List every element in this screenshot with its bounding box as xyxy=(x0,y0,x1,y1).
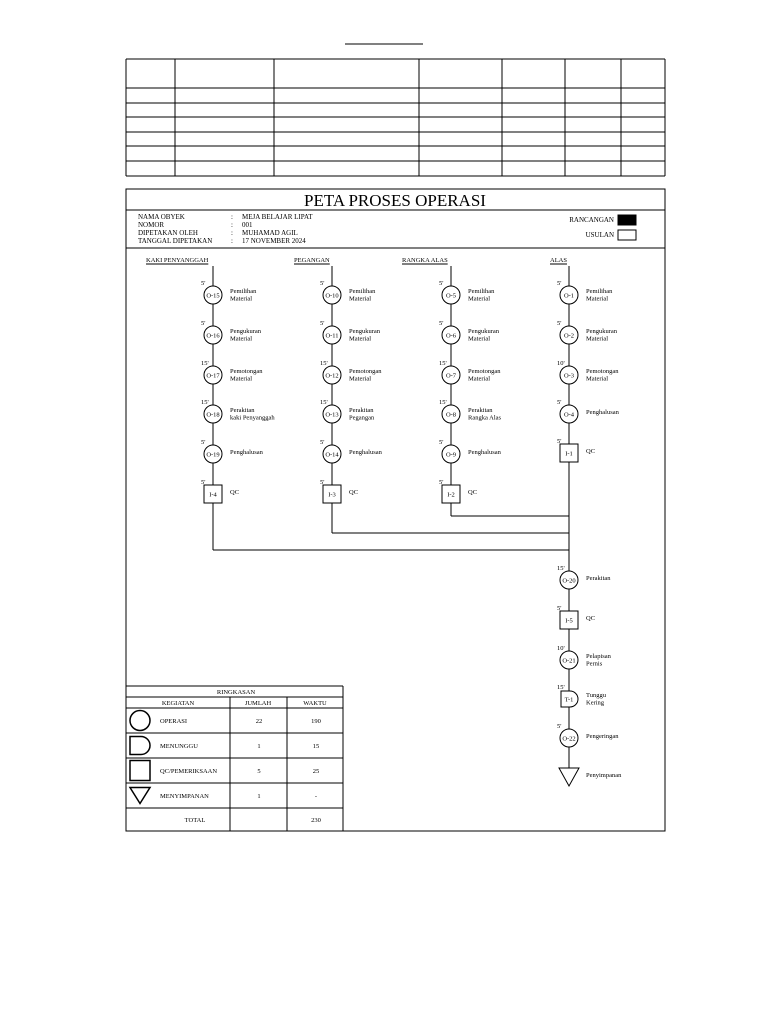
symbol-code: O-13 xyxy=(325,411,339,419)
symbol-code: O-16 xyxy=(206,332,220,340)
step-description: Pemilihan xyxy=(230,288,257,295)
step-description: QC xyxy=(468,489,478,496)
step-description: Pengeringan xyxy=(586,733,619,740)
step-time: 5' xyxy=(201,479,206,486)
summary-activity-label: OPERASI xyxy=(160,718,188,725)
column-heading: RANGKA ALAS xyxy=(402,257,448,264)
step-description: QC xyxy=(586,615,596,622)
step-description: Kering xyxy=(586,699,605,707)
info-separator: : xyxy=(231,221,233,229)
step-description: Perakitan xyxy=(468,407,493,414)
step-description: QC xyxy=(230,489,240,496)
symbol-code: O-4 xyxy=(563,411,575,419)
legend-label: RANCANGAN xyxy=(569,216,614,224)
step-time: 10' xyxy=(557,360,565,367)
info-separator: : xyxy=(231,237,233,245)
step-time: 5' xyxy=(557,320,562,327)
summary-total-time: 230 xyxy=(311,817,321,824)
info-label: TANGGAL DIPETAKAN xyxy=(138,237,213,245)
symbol-code: O-19 xyxy=(206,451,220,459)
column-heading: ALAS xyxy=(550,257,567,264)
symbol-code: O-9 xyxy=(445,451,457,459)
step-description: Pernis xyxy=(586,660,603,668)
symbol-code: I-3 xyxy=(328,491,336,499)
info-value: MUHAMAD AGIL xyxy=(242,229,298,237)
summary-count: 22 xyxy=(255,718,263,725)
step-description: Pemotongan xyxy=(468,368,501,375)
symbol-code: O-21 xyxy=(562,657,576,665)
symbol-code: O-17 xyxy=(206,372,220,380)
step-description: Perakitan xyxy=(349,407,374,414)
summary-header: JUMLAH xyxy=(244,700,272,707)
summary-header: KEGIATAN xyxy=(161,700,195,707)
step-description: Material xyxy=(468,295,491,303)
step-time: 5' xyxy=(320,479,325,486)
step-description: Material xyxy=(586,335,609,343)
step-description: Perakitan xyxy=(230,407,255,414)
step-time: 5' xyxy=(439,439,444,446)
step-description: kaki Penyanggah xyxy=(230,414,275,422)
symbol-code: I-2 xyxy=(447,491,455,499)
symbol-code: O-2 xyxy=(563,332,575,340)
summary-activity-label: MENYIMPANAN xyxy=(160,793,209,800)
step-description: Material xyxy=(586,375,609,383)
symbol-code: O-3 xyxy=(563,372,575,380)
step-time: 5' xyxy=(320,320,325,327)
step-time: 15' xyxy=(201,399,209,406)
summary-storage-icon xyxy=(130,788,150,804)
summary-time: 25 xyxy=(312,768,320,775)
column-heading: PEGANGAN xyxy=(294,257,330,264)
info-value: 17 NOVEMBER 2024 xyxy=(242,237,306,245)
summary-delay-icon xyxy=(130,737,150,755)
step-description: Material xyxy=(349,335,372,343)
symbol-code: O-8 xyxy=(445,411,457,419)
step-description: Pengukuran xyxy=(349,328,381,335)
chart-title: PETA PROSES OPERASI xyxy=(304,191,486,210)
step-description: Tunggu xyxy=(586,692,606,699)
step-description: Penghalusan xyxy=(586,409,619,416)
step-description: Material xyxy=(468,335,491,343)
storage-symbol xyxy=(559,768,579,786)
symbol-code: O-5 xyxy=(445,292,457,300)
symbol-code: O-7 xyxy=(445,372,457,380)
symbol-code: O-22 xyxy=(562,735,576,743)
symbol-code: O-6 xyxy=(445,332,457,340)
symbol-code: O-14 xyxy=(325,451,339,459)
step-time: 5' xyxy=(439,479,444,486)
legend-label: USULAN xyxy=(585,231,614,239)
step-description: Material xyxy=(230,295,253,303)
step-time: 5' xyxy=(557,605,562,612)
step-description: Pegangan xyxy=(349,414,375,422)
step-description: Penyimpanan xyxy=(586,772,622,779)
info-value: MEJA BELAJAR LIPAT xyxy=(242,213,313,221)
column-heading: KAKI PENYANGGAH xyxy=(146,257,209,264)
step-description: Pemotongan xyxy=(230,368,263,375)
symbol-code: I-1 xyxy=(565,450,573,458)
step-description: Material xyxy=(230,375,253,383)
legend-swatch-rancangan xyxy=(618,215,636,225)
step-time: 5' xyxy=(439,280,444,287)
step-time: 5' xyxy=(201,320,206,327)
step-time: 5' xyxy=(557,280,562,287)
info-label: NAMA OBYEK xyxy=(138,213,185,221)
summary-count: 1 xyxy=(257,793,261,800)
step-description: Pelapisan xyxy=(586,653,611,660)
summary-activity-label: MENUNGGU xyxy=(160,743,198,750)
step-time: 15' xyxy=(557,684,565,691)
summary-count: 5 xyxy=(257,768,261,775)
step-description: Pengukuran xyxy=(230,328,262,335)
symbol-code: O-1 xyxy=(563,292,575,300)
step-time: 5' xyxy=(439,320,444,327)
step-time: 15' xyxy=(439,399,447,406)
step-description: Material xyxy=(349,375,372,383)
step-description: Rangka Alas xyxy=(468,414,502,422)
step-time: 15' xyxy=(320,360,328,367)
step-description: Pengukuran xyxy=(468,328,500,335)
summary-time: 15 xyxy=(312,743,320,750)
step-time: 5' xyxy=(557,399,562,406)
symbol-code: O-15 xyxy=(206,292,220,300)
step-description: QC xyxy=(586,448,596,455)
step-time: 5' xyxy=(557,438,562,445)
summary-count: 1 xyxy=(257,743,261,750)
symbol-code: I-4 xyxy=(209,491,217,499)
symbol-code: T-1 xyxy=(564,696,574,704)
step-description: Penghalusan xyxy=(230,449,263,456)
step-time: 5' xyxy=(201,280,206,287)
step-description: Penghalusan xyxy=(349,449,382,456)
step-description: Perakitan xyxy=(586,575,611,582)
summary-operation-icon xyxy=(130,711,150,731)
step-description: Material xyxy=(586,295,609,303)
summary-time: 190 xyxy=(311,718,321,725)
info-value: 001 xyxy=(242,221,253,229)
symbol-code: O-20 xyxy=(562,577,576,585)
info-label: DIPETAKAN OLEH xyxy=(138,229,198,237)
info-separator: : xyxy=(231,213,233,221)
info-separator: : xyxy=(231,229,233,237)
step-time: 15' xyxy=(320,399,328,406)
step-description: QC xyxy=(349,489,359,496)
symbol-code: O-10 xyxy=(325,292,339,300)
step-description: Pemilihan xyxy=(468,288,495,295)
step-description: Penghalusan xyxy=(468,449,501,456)
step-description: Pemotongan xyxy=(586,368,619,375)
symbol-code: O-11 xyxy=(325,332,339,340)
step-description: Material xyxy=(349,295,372,303)
step-description: Material xyxy=(230,335,253,343)
step-time: 15' xyxy=(557,565,565,572)
info-label: NOMOR xyxy=(138,221,165,229)
step-description: Pemotongan xyxy=(349,368,382,375)
step-time: 5' xyxy=(557,723,562,730)
step-time: 5' xyxy=(320,280,325,287)
step-time: 5' xyxy=(201,439,206,446)
summary-activity-label: QC/PEMERIKSAAN xyxy=(160,768,218,775)
step-time: 5' xyxy=(320,439,325,446)
summary-total-label: TOTAL xyxy=(184,817,206,824)
legend-swatch-usulan xyxy=(618,230,636,240)
symbol-code: O-18 xyxy=(206,411,220,419)
step-description: Pemilihan xyxy=(349,288,376,295)
symbol-code: I-5 xyxy=(565,617,573,625)
summary-header: WAKTU xyxy=(303,700,327,707)
step-description: Pemilihan xyxy=(586,288,613,295)
symbol-code: O-12 xyxy=(325,372,339,380)
step-description: Material xyxy=(468,375,491,383)
step-description: Pengukuran xyxy=(586,328,618,335)
chart-frame xyxy=(126,189,665,831)
summary-title: RINGKASAN xyxy=(216,689,256,696)
step-time: 15' xyxy=(201,360,209,367)
step-time: 15' xyxy=(439,360,447,367)
summary-inspection-icon xyxy=(130,761,150,781)
step-time: 10' xyxy=(557,645,565,652)
summary-time: - xyxy=(314,793,318,800)
